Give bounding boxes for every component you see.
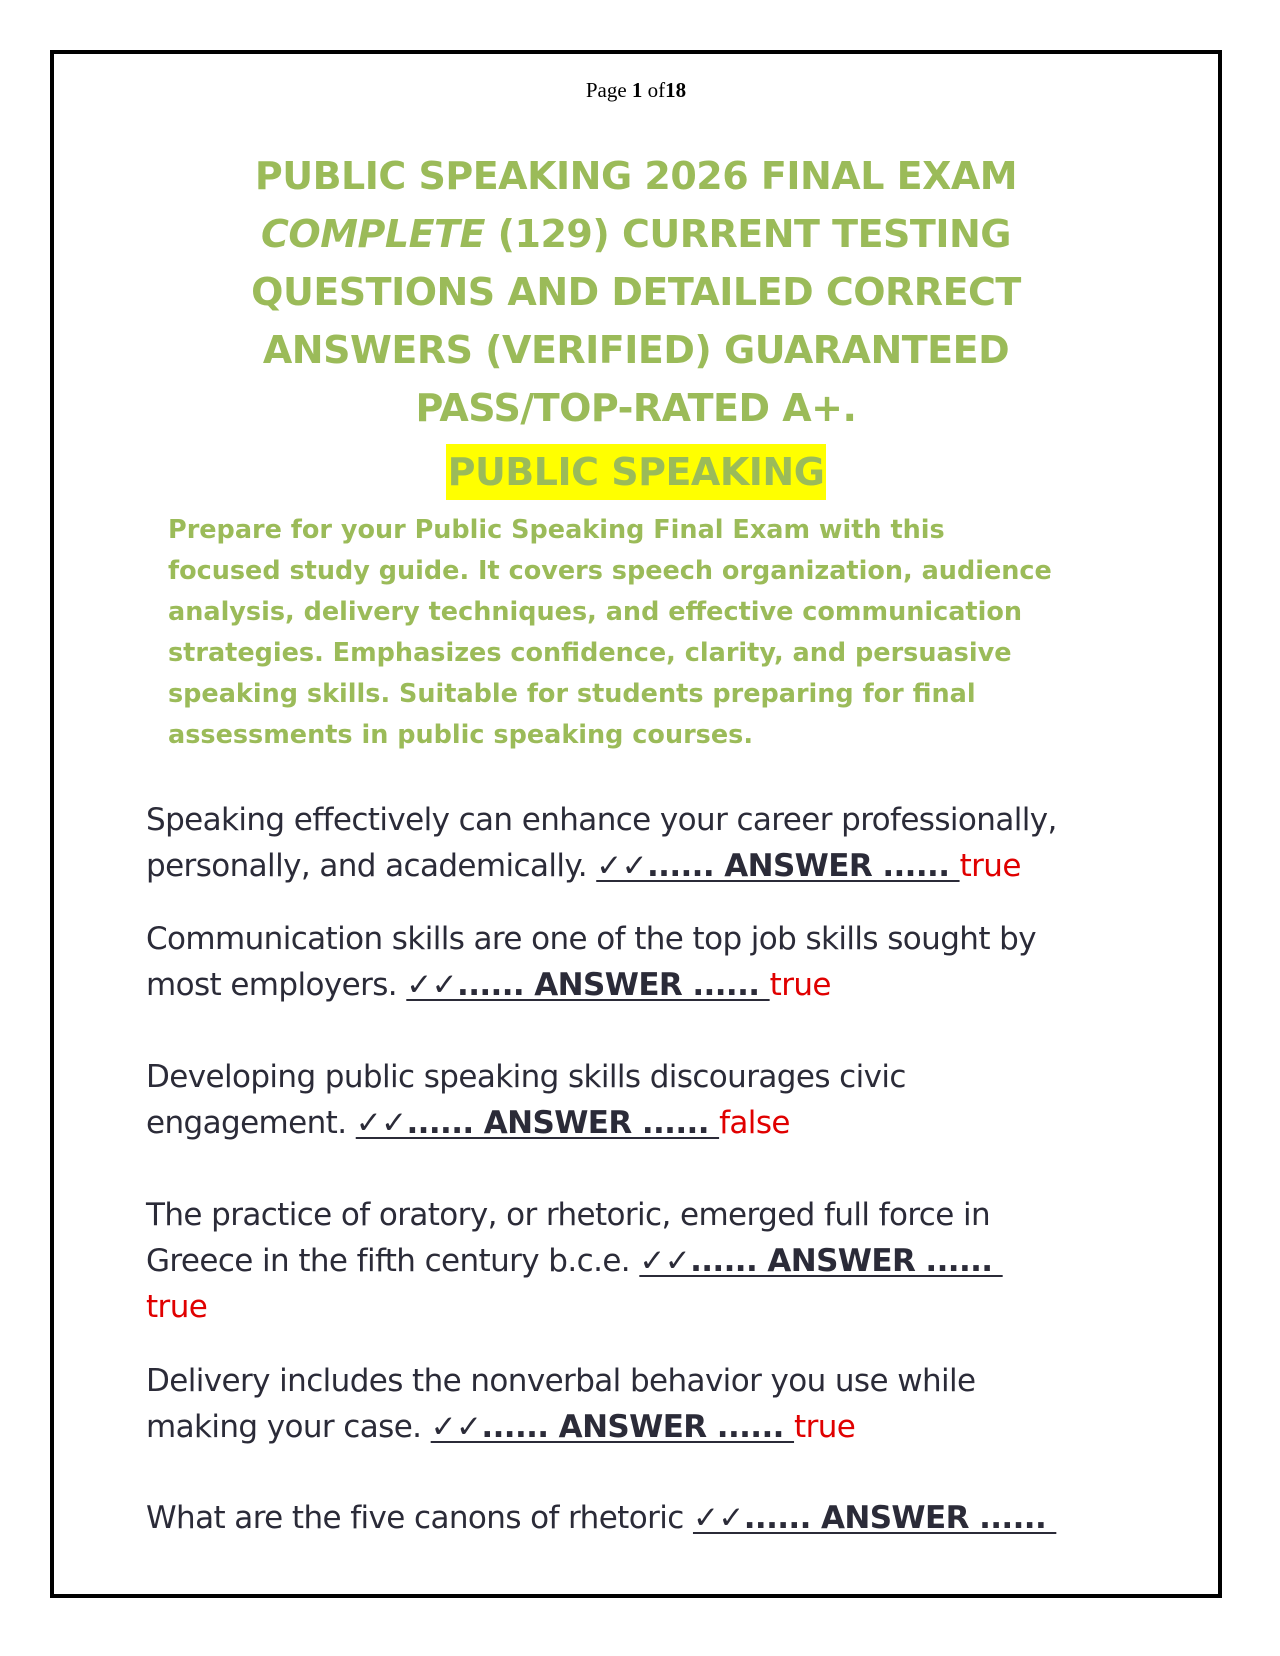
title-line-5: PASS/TOP-RATED A+.	[415, 386, 857, 430]
question-item	[146, 1192, 1186, 1330]
answer-marker: ✓✓...... ANSWER ......	[692, 1500, 1057, 1536]
answer-text: true	[959, 848, 1021, 884]
description-line: strategies. Emphasizes confidence, clarity, and persuasive	[168, 638, 1012, 668]
description-line: Prepare for your Public Speaking Final Exam with this	[168, 515, 945, 545]
title-line-2-rest: (129) CURRENT TESTING	[484, 212, 1011, 256]
page-number	[54, 78, 1218, 103]
title-line-4: ANSWERS (VERIFIED) GUARANTEED	[262, 328, 1010, 372]
question-text: making your case.	[146, 1409, 431, 1445]
title-line-2	[114, 205, 1158, 263]
answer-text: true	[146, 1289, 208, 1325]
document-title	[114, 147, 1158, 437]
question-text: Developing public speaking skills discourages civic	[146, 1059, 906, 1095]
question-text-line-2	[146, 1238, 1186, 1284]
question-item	[146, 1358, 1186, 1450]
subject-highlight: PUBLIC SPEAKING	[446, 444, 827, 500]
description-line: assessments in public speaking courses.	[168, 720, 754, 750]
question-text: Speaking effectively can enhance your career professionally,	[146, 802, 1057, 838]
page-total: 18	[665, 78, 687, 102]
page-of: of	[647, 78, 666, 102]
description	[168, 510, 1128, 756]
page-current: 1	[631, 78, 643, 102]
page-label: Page	[585, 78, 627, 102]
question-text: The practice of oratory, or rhetoric, emerged full force in	[146, 1197, 991, 1233]
answer-marker: ✓✓...... ANSWER ......	[406, 967, 770, 1003]
question-item	[146, 797, 1186, 889]
question-item	[146, 1495, 1186, 1541]
question-text: Greece in the fifth century b.c.e.	[146, 1243, 640, 1279]
description-line: analysis, delivery techniques, and effective communication	[168, 597, 1023, 627]
question-text-line-1	[146, 1495, 1186, 1541]
question-text: Communication skills are one of the top job skills sought by	[146, 921, 1036, 957]
title-line-3: QUESTIONS AND DETAILED CORRECT	[251, 270, 1021, 314]
question-text-line-2	[146, 1100, 1186, 1146]
answer-text: false	[719, 1105, 790, 1141]
question-text-line-2	[146, 962, 1186, 1008]
question-text: personally, and academically.	[146, 848, 597, 884]
question-text-line-2	[146, 843, 1186, 889]
description-line: speaking skills. Suitable for students preparing for final	[168, 679, 976, 709]
description-line: focused study guide. It covers speech organization, audience	[168, 556, 1052, 586]
answer-text: true	[769, 967, 831, 1003]
question-text: engagement.	[146, 1105, 356, 1141]
answer-marker: ✓✓...... ANSWER ......	[596, 848, 960, 884]
answer-text: true	[794, 1409, 856, 1445]
question-item	[146, 916, 1186, 1008]
title-emphasis: COMPLETE	[261, 212, 485, 256]
answer-marker: ✓✓...... ANSWER ......	[430, 1409, 795, 1445]
answer-marker: ✓✓...... ANSWER ......	[639, 1243, 1003, 1279]
question-text: What are the five canons of rhetoric	[146, 1500, 693, 1536]
question-text-line-2	[146, 1404, 1186, 1450]
answer-marker: ✓✓...... ANSWER ......	[355, 1105, 720, 1141]
title-line-1: PUBLIC SPEAKING 2026 FINAL EXAM	[254, 154, 1018, 198]
question-text: Delivery includes the nonverbal behavior you use while	[146, 1363, 976, 1399]
question-text: most employers.	[146, 967, 407, 1003]
subject-heading	[54, 444, 1218, 500]
question-item	[146, 1054, 1186, 1146]
document-page	[50, 50, 1222, 1598]
